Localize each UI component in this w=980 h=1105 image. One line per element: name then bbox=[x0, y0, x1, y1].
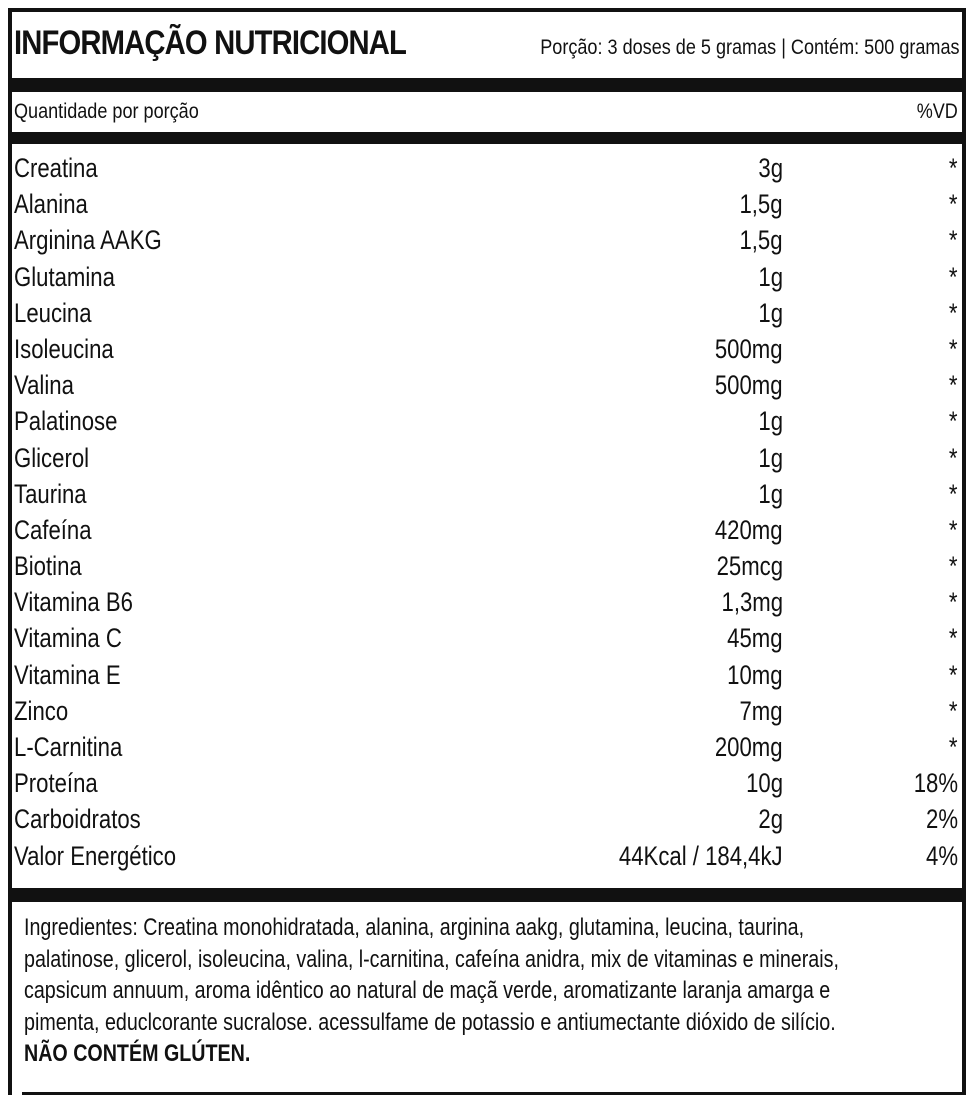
nutrient-amount: 10g bbox=[746, 768, 783, 799]
nutrient-row bbox=[14, 476, 958, 512]
nutrient-daily-value: 2% bbox=[925, 804, 958, 835]
nutrient-name: Creatina bbox=[14, 153, 98, 183]
nutrient-name: Carboidratos bbox=[14, 804, 141, 835]
nutrient-daily-value: * bbox=[949, 695, 958, 726]
nutrient-daily-value: 4% bbox=[925, 840, 958, 871]
nutrient-name: Valina bbox=[14, 370, 74, 401]
nutrient-amount: 1,3mg bbox=[721, 587, 783, 618]
nutrient-name: L-Carnitina bbox=[14, 732, 123, 762]
nutrient-row bbox=[14, 295, 958, 331]
nutrient-row bbox=[14, 512, 958, 548]
nutrient-amount: 3g bbox=[758, 153, 783, 183]
nutrient-amount: 1g bbox=[758, 406, 783, 437]
nutrient-amount: 500mg bbox=[715, 370, 783, 401]
nutrient-row bbox=[14, 186, 958, 222]
bottom-rule bbox=[22, 1092, 966, 1095]
nutrient-row bbox=[14, 838, 958, 874]
nutrient-row bbox=[14, 331, 958, 367]
nutrient-name: Leucina bbox=[14, 297, 92, 328]
nutrient-row bbox=[14, 801, 958, 837]
nutrient-amount: 1,5g bbox=[739, 225, 783, 256]
nutrient-name: Palatinose bbox=[14, 406, 118, 437]
nutrient-daily-value: * bbox=[949, 225, 958, 256]
nutrient-row bbox=[14, 657, 958, 693]
nutrient-name: Glicerol bbox=[14, 442, 90, 473]
nutrient-name: Alanina bbox=[14, 189, 88, 220]
nutrient-row bbox=[14, 620, 958, 656]
nutrient-name: Vitamina B6 bbox=[14, 587, 133, 618]
nutrient-row bbox=[14, 150, 958, 186]
ingredients-divider bbox=[12, 888, 962, 902]
nutrient-amount: 500mg bbox=[715, 333, 783, 364]
nutrient-daily-value: * bbox=[949, 623, 958, 654]
ingredients-line: pimenta, educlcorante sucralose. acessulfame de potassio e antiumectante dióxido de silício. bbox=[24, 1008, 836, 1036]
nutrient-name: Valor Energético bbox=[14, 840, 177, 871]
nutrient-name: Biotina bbox=[14, 551, 82, 582]
nutrient-row bbox=[14, 548, 958, 584]
nutrient-row bbox=[14, 693, 958, 729]
nutrient-row bbox=[14, 259, 958, 295]
nutrient-amount: 7mg bbox=[739, 695, 783, 726]
nutrient-amount: 1g bbox=[758, 478, 783, 509]
quantity-per-serving-label: Quantidade por porção bbox=[14, 100, 199, 123]
nutrient-name: Cafeína bbox=[14, 514, 92, 545]
nutrient-amount: 25mcg bbox=[716, 551, 783, 582]
nutrient-row bbox=[14, 403, 958, 439]
nutrient-row bbox=[14, 765, 958, 801]
nutrient-name: Vitamina E bbox=[14, 659, 121, 690]
nutrient-name: Glutamina bbox=[14, 261, 115, 292]
nutrient-daily-value: * bbox=[949, 189, 958, 220]
nutrient-table bbox=[14, 150, 958, 874]
nutrient-daily-value: * bbox=[949, 587, 958, 618]
nutrient-row bbox=[14, 367, 958, 403]
daily-value-label: %VD bbox=[916, 100, 958, 123]
nutrient-amount: 1,5g bbox=[739, 189, 783, 220]
ingredients-line: palatinose, glicerol, isoleucina, valina, l-carnitina, cafeína anidra, mix de vitaminas e minerais, bbox=[24, 945, 839, 973]
ingredients-block bbox=[24, 912, 964, 1070]
nutrient-name: Arginina AAKG bbox=[14, 225, 162, 256]
nutrient-amount: 420mg bbox=[715, 514, 783, 545]
column-headers bbox=[14, 96, 958, 130]
nutrient-amount: 1g bbox=[758, 442, 783, 473]
label-title: INFORMAÇÃO NUTRICIONAL bbox=[14, 24, 407, 62]
nutrient-daily-value: * bbox=[949, 261, 958, 292]
nutrient-row bbox=[14, 729, 958, 765]
nutrient-amount: 10mg bbox=[727, 659, 783, 690]
nutrient-daily-value: * bbox=[949, 406, 958, 437]
subheader-divider bbox=[12, 132, 962, 144]
nutrient-row bbox=[14, 440, 958, 476]
nutrient-daily-value: * bbox=[949, 153, 958, 183]
nutrient-daily-value: * bbox=[949, 659, 958, 690]
nutrient-daily-value: * bbox=[949, 551, 958, 582]
ingredients-line: capsicum annuum, aroma idêntico ao natural de maçã verde, aromatizante laranja amarga e bbox=[24, 977, 831, 1004]
nutrient-daily-value: * bbox=[949, 297, 958, 328]
nutrient-name: Proteína bbox=[14, 768, 98, 799]
ingredients-line: Ingredientes: Creatina monohidratada, alanina, arginina aakg, glutamina, leucina, taurina, bbox=[24, 914, 805, 941]
nutrient-amount: 44Kcal / 184,4kJ bbox=[619, 840, 783, 871]
header-divider bbox=[12, 78, 962, 92]
nutrient-amount: 200mg bbox=[715, 732, 783, 762]
nutrient-daily-value: * bbox=[949, 370, 958, 401]
nutrient-name: Zinco bbox=[14, 695, 69, 726]
nutrient-name: Vitamina C bbox=[14, 623, 122, 654]
gluten-notice: NÃO CONTÉM GLÚTEN. bbox=[24, 1040, 251, 1067]
nutrient-row bbox=[14, 584, 958, 620]
label-header bbox=[14, 14, 960, 74]
nutrient-amount: 1g bbox=[758, 297, 783, 328]
nutrient-daily-value: * bbox=[949, 514, 958, 545]
nutrient-daily-value: * bbox=[949, 333, 958, 364]
nutrient-amount: 45mg bbox=[727, 623, 783, 654]
nutrient-row bbox=[14, 222, 958, 258]
nutrient-daily-value: * bbox=[949, 732, 958, 762]
nutrient-name: Taurina bbox=[14, 478, 87, 509]
nutrient-daily-value: * bbox=[949, 442, 958, 473]
nutrient-name: Isoleucina bbox=[14, 333, 114, 364]
nutrient-daily-value: 18% bbox=[913, 768, 958, 799]
nutrient-amount: 1g bbox=[758, 261, 783, 292]
serving-info: Porção: 3 doses de 5 gramas | Contém: 500 gramas bbox=[540, 36, 960, 59]
nutrient-amount: 2g bbox=[758, 804, 783, 835]
nutrient-daily-value: * bbox=[949, 478, 958, 509]
